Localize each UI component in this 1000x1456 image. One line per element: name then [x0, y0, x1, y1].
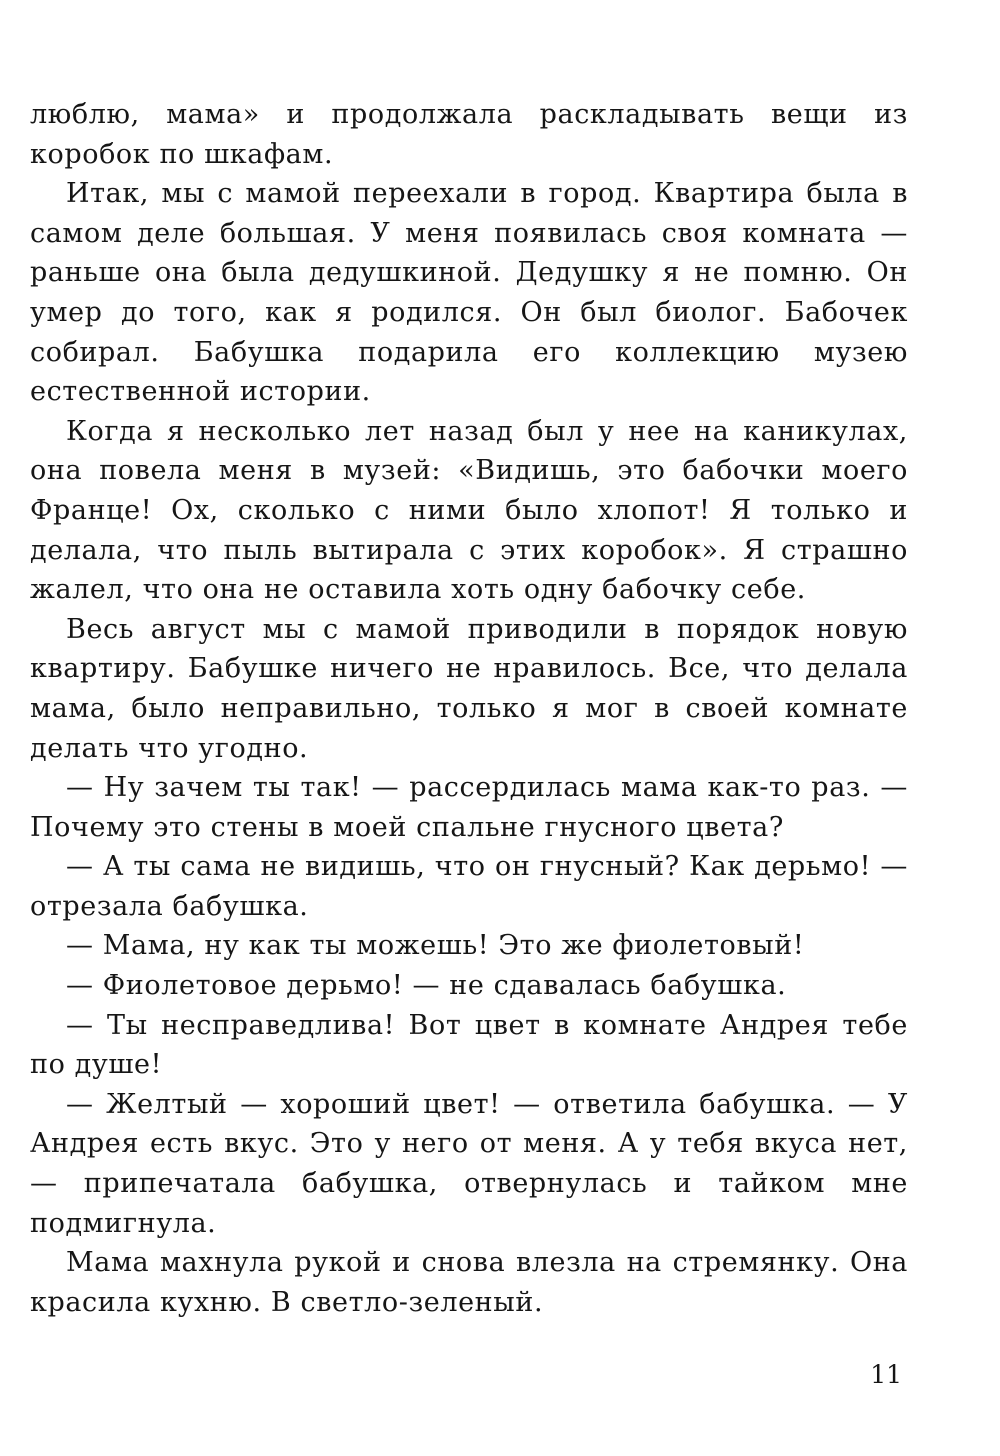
paragraph-1: люблю, мама» и продолжала раскладывать вещи из коробок по шкафам. [30, 99, 908, 170]
paragraph-4: Весь август мы с мамой приводили в порядок новую квартиру. Бабушке ничего не нравилось. Все, что делала мама, было неправильно, только я мог в своей комнате делать что угодно. [30, 613, 908, 764]
dialogue-line-3: — Мама, ну как ты можешь! Это же фиолетовый! [66, 930, 805, 962]
dialogue-line-5: — Ты несправедлива! Вот цвет в комнате Андрея тебе по душе! [30, 1009, 908, 1081]
paragraph-2: Итак, мы с мамой переехали в город. Квартира была в самом деле большая. У меня появилась своя комната — раньше она была дедушкиной. Дедушку я не помню. Он умер до того, как я родился. Он был биолог. Бабочек собирал. Бабушка подарила его коллекцию музею естественной истории. [30, 178, 908, 408]
paragraph-3: Когда я несколько лет назад был у нее на каникулах, она повела меня в музей: «Видишь, это бабочки моего Франце! Ох, сколько с ними было хлопот! Я только и делала, что пыль вытирала с этих коробок». Я страшно жалел, что она не оставила хоть одну бабочку себе. [30, 415, 908, 606]
page-body [30, 95, 908, 1322]
dialogue-line-2: — А ты сама не видишь, что он гнусный? Как дерьмо! — отрезала бабушка. [30, 851, 908, 922]
paragraph-final: Мама махнула рукой и снова влезла на стремянку. Она красила кухню. В светло-зеленый. [30, 1247, 908, 1318]
page-number: 11 [870, 1360, 902, 1389]
dialogue-line-6: — Желтый — хороший цвет! — ответила бабушка. — У Андрея есть вкус. Это у него от меня. А у тебя вкуса нет, — припечатала бабушка, отвернулась и тайком мне подмигнула. [30, 1088, 908, 1239]
dialogue-line-4: — Фиолетовое дерьмо! — не сдавалась бабушка. [66, 970, 787, 1002]
dialogue-line-1: — Ну зачем ты так! — рассердилась мама как-то раз. — Почему это стены в моей спальне гнусного цвета? [30, 772, 908, 843]
